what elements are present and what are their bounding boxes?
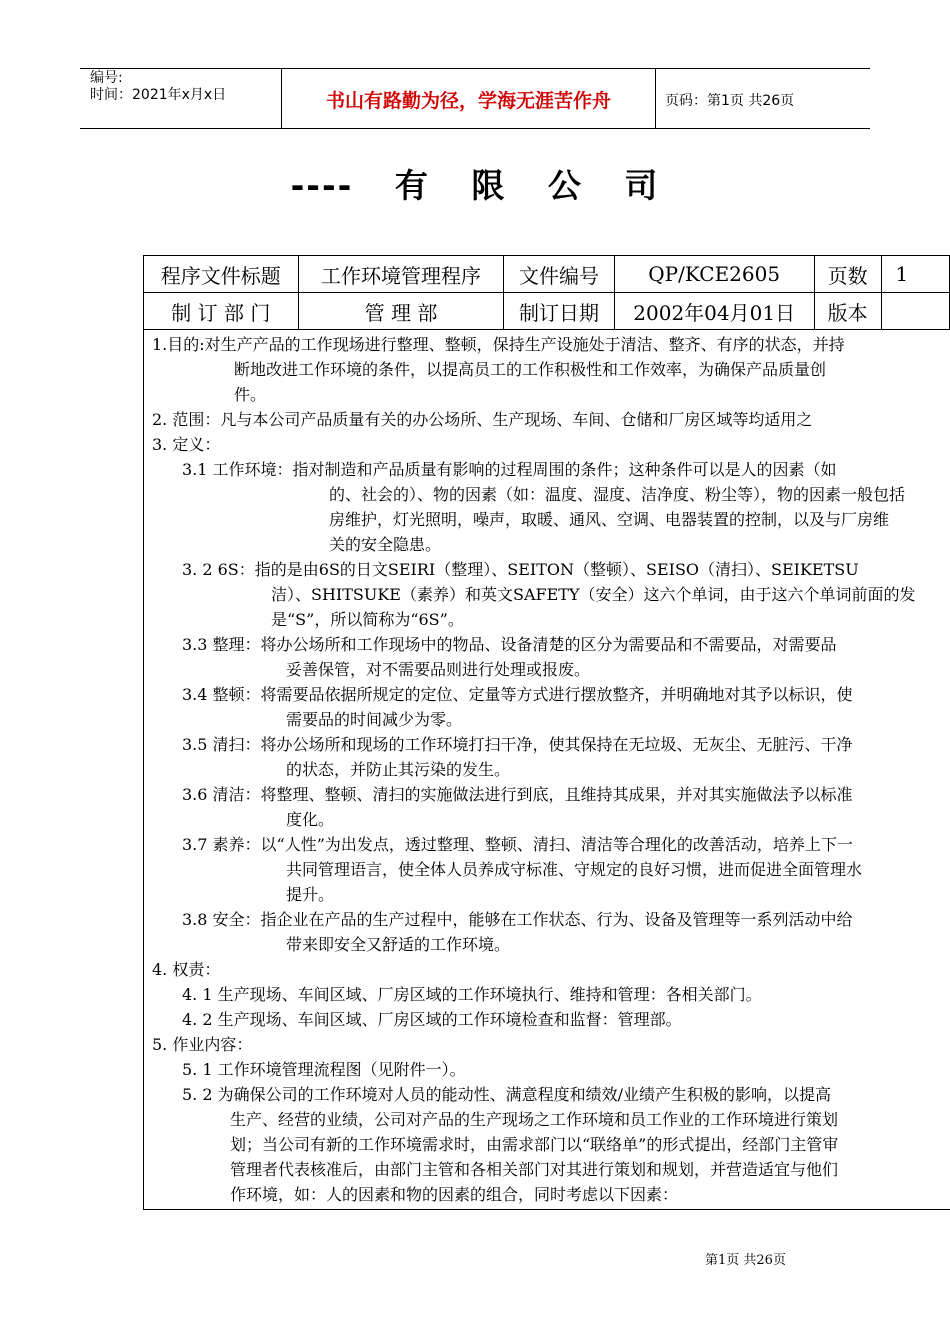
content-line: 3.3 整理：将办公场所和工作现场中的物品、设备清楚的区分为需要品和不需要品，对需要品 [182,635,837,654]
content-line: 3.1 工作环境：指对制造和产品质量有影响的过程周围的条件；这种条件可以是人的因素（如 [182,460,837,479]
header-divider-2 [655,68,656,129]
content-line: 5. 作业内容： [152,1035,253,1054]
company-char: 限 [471,166,507,205]
number-label: 编号: [90,70,123,86]
content-line: 的状态，并防止其污染的发生。 [286,760,511,779]
header-page-info: 页码：第1页 共26页 [665,93,795,109]
company-title [0,160,950,207]
content-line: 带来即安全又舒适的工作环境。 [286,935,511,954]
content-line: 妥善保管，对不需要品则进行处理或报废。 [286,660,591,679]
content-line: 3. 2 6S：指的是由6S的日文SEIRI（整理）、SEITON（整顿）、SEISO（清扫）、SEIKETSU [182,560,859,579]
date-value: 2002年04月01日 [614,293,814,330]
content-line: 需要品的时间减少为零。 [286,710,463,729]
content-line: 管理者代表核准后，由部门主管和各相关部门对其进行策划和规划，并营造适宜与他们 [230,1160,839,1179]
pages-value: 1 [881,256,949,293]
content-line: 5. 1 工作环境管理流程图（见附件一）。 [182,1060,466,1079]
content-line: 3.7 素养：以“人性”为出发点，透过整理、整顿、清扫、清洁等合理化的改善活动，培养上下一 [182,835,853,854]
content-line: 4. 1 生产现场、车间区域、厂房区域的工作环境执行、维持和管理：各相关部门。 [182,985,762,1004]
content-line: 房维护，灯光照明，噪声，取暖、通风、空调、电器装置的控制，以及与厂房维 [329,510,890,529]
content-line: 断地改进工作环境的条件，以提高员工的工作积极性和工作效率，为确保产品质量创 [234,360,827,379]
content-line: 作环境，如：人的因素和物的因素的组合，同时考虑以下因素： [230,1185,679,1204]
content-line: 件。 [234,385,267,404]
dept-label: 制 订 部 门 [144,293,299,330]
time-label: 时间：2021年x月x日 [90,87,227,103]
content-line: 3.8 安全：指企业在产品的生产过程中，能够在工作状态、行为、设备及管理等一系列活动中给 [182,910,853,929]
content-line: 3.5 清扫：将办公场所和现场的工作环境打扫干净，使其保持在无垃圾、无灰尘、无脏污、干净 [182,735,853,754]
content-line: 洁）、SHITSUKE（素养）和英文SAFETY（安全）这六个单词，由于这六个单词前面的发 [271,585,916,604]
docno-label: 文件编号 [504,256,614,293]
content-line: 3.4 整顿：将需要品依据所规定的定位、定量等方式进行摆放整齐，并明确地对其予以标识，使 [182,685,853,704]
footer-page-number: 第1页 共26页 [705,1253,786,1268]
title-value: 工作环境管理程序 [298,256,504,293]
dept-value: 管 理 部 [298,293,504,330]
company-char: 司 [624,166,660,205]
content-line: 的、社会的）、物的因素（如：温度、湿度、洁净度、粉尘等），物的因素一般包括 [329,485,906,504]
content-line: 3.6 清洁：将整理、整顿、清扫的实施做法进行到底，且维持其成果，并对其实施做法予以标准 [182,785,853,804]
docno-value: QP/KCE2605 [614,256,814,293]
content-line: 4. 权责： [152,960,221,979]
content-body [143,329,950,1210]
content-line: 关的安全隐患。 [329,535,442,554]
table-row [144,293,950,330]
header-top-rule [80,68,870,69]
document-meta-table [143,255,950,330]
header-bottom-rule [80,128,870,129]
date-label: 制订日期 [504,293,614,330]
company-prefix: ---- [290,166,354,205]
header-meta [90,70,226,104]
pages-label: 页数 [814,256,881,293]
content-line: 提升。 [286,885,335,904]
company-char: 公 [547,166,583,205]
content-line: 划；当公司有新的工作环境需求时，由需求部门以“联络单”的形式提出，经部门主管审 [230,1135,839,1154]
content-line: 共同管理语言，使全体人员养成守标准、守规定的良好习惯，进而促进全面管理水 [286,860,863,879]
content-line: 4. 2 生产现场、车间区域、厂房区域的工作环境检查和监督：管理部。 [182,1010,682,1029]
content-line: 5. 2 为确保公司的工作环境对人员的能动性、满意程度和绩效/业绩产生积极的影响，以提高 [182,1085,832,1104]
content-line: 是“S”，所以简称为“6S”。 [271,610,464,629]
content-line: 1.目的:对生产产品的工作现场进行整理、整顿，保持生产设施处于清洁、整齐、有序的状态，并持 [152,335,845,354]
title-label: 程序文件标题 [144,256,299,293]
content-line: 生产、经营的业绩，公司对产品的生产现场之工作环境和员工作业的工作环境进行策划 [230,1110,839,1129]
content-line: 3. 定义： [152,435,221,454]
content-line: 2. 范围：凡与本公司产品质量有关的办公场所、生产现场、车间、仓储和厂房区域等均适用之 [152,410,813,429]
content-line: 度化。 [286,810,335,829]
company-char: 有 [394,166,430,205]
header-motto: 书山有路勤为径，学海无涯苦作舟 [325,90,611,112]
version-label: 版本 [814,293,881,330]
table-row [144,256,950,293]
version-value [881,293,949,330]
